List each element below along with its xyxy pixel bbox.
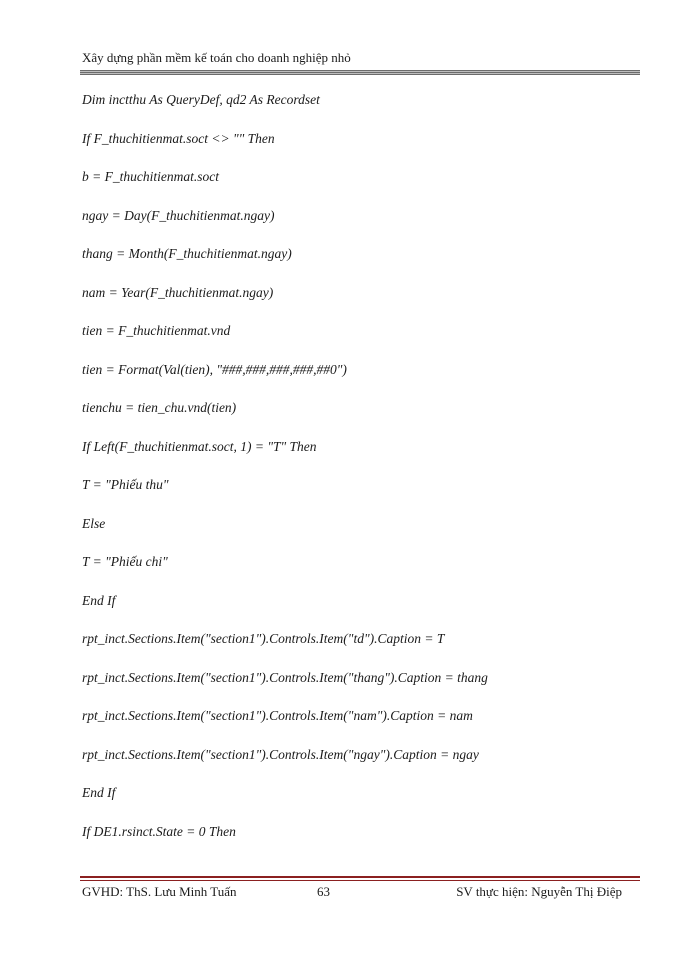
code-line: T = "Phiếu thu" (82, 477, 169, 492)
code-line: tienchu = tien_chu.vnd(tien) (82, 400, 237, 415)
page-header: Xây dựng phần mềm kế toán cho doanh nghiệp nhỏ (82, 50, 351, 65)
code-line: Dim inctthu As QueryDef, qd2 As Recordset (82, 92, 320, 107)
code-line: Else (82, 515, 106, 531)
page-number: 63 (317, 884, 330, 899)
code-line: nam = Year(F_thuchitienmat.ngay) (82, 284, 274, 300)
code-line: End If (82, 785, 116, 800)
code-line: rpt_inct.Sections.Item("section1").Controls.Item("ngay").Caption = ngay (82, 746, 479, 762)
footer-rule (80, 876, 640, 881)
code-line: ngay = Day(F_thuchitienmat.ngay) (82, 207, 275, 223)
code-line: If Left(F_thuchitienmat.soct, 1) = "T" Then (82, 438, 317, 454)
code-line: End If (82, 592, 116, 608)
footer-instructor: GVHD: ThS. Lưu Minh Tuấn (82, 884, 237, 899)
code-line: b = F_thuchitienmat.soct (82, 169, 219, 184)
code-line: rpt_inct.Sections.Item("section1").Controls.Item("td").Caption = T (82, 631, 445, 646)
code-line: tien = F_thuchitienmat.vnd (82, 323, 231, 338)
code-line: thang = Month(F_thuchitienmat.ngay) (82, 246, 292, 261)
code-body (82, 90, 642, 860)
page-footer (82, 884, 622, 904)
code-line: If DE1.rsinct.State = 0 Then (82, 823, 236, 839)
code-line: rpt_inct.Sections.Item("section1").Controls.Item("nam").Caption = nam (82, 708, 473, 723)
code-line: T = "Phiếu chi" (82, 554, 168, 569)
footer-student: SV thực hiện: Nguyễn Thị Điệp (456, 884, 622, 899)
code-line: tien = Format(Val(tien), "###,###,###,###,##0") (82, 361, 347, 377)
code-line: rpt_inct.Sections.Item("section1").Controls.Item("thang").Caption = thang (82, 669, 488, 685)
header-rule (80, 70, 640, 75)
code-line: If F_thuchitienmat.soct <> "" Then (82, 130, 275, 146)
